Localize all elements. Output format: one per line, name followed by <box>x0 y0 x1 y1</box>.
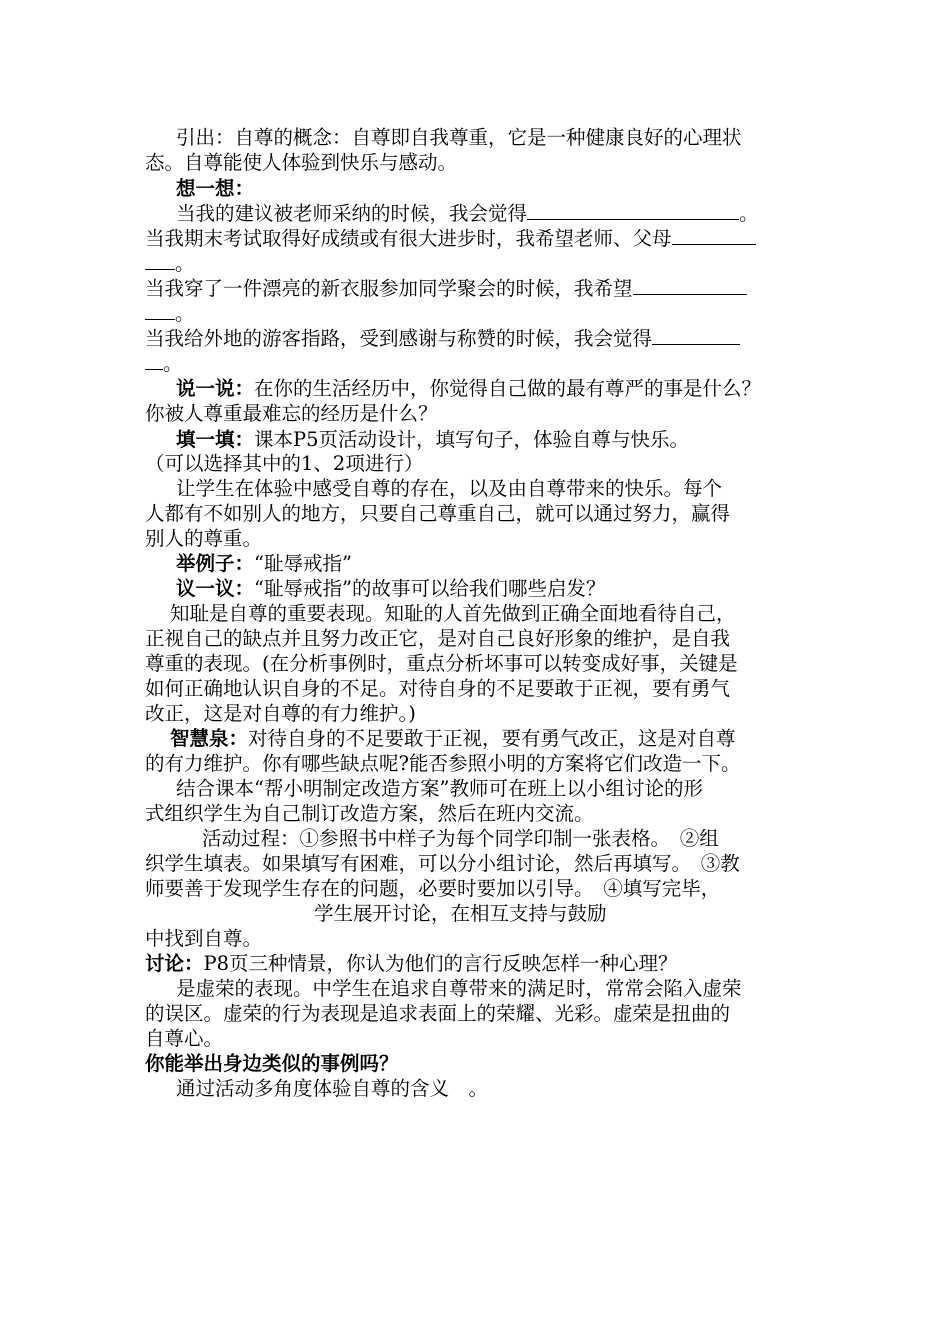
wisdom-line-2: 的有力维护。你有哪些缺点呢?能否参照小明的方案将它们改造一下。 <box>145 752 741 775</box>
example-line <box>176 551 841 577</box>
think-line-4-text: 当我给外地的游客指路，受到感谢与称赞的时候，我会觉得 <box>145 327 653 350</box>
think-line-2-cont <box>145 251 810 277</box>
think-line-4 <box>145 326 810 352</box>
vanity-line-2: 的误区。虚荣的行为表现是追求表面上的荣耀、光彩。虚荣是扭曲的 <box>145 1002 731 1025</box>
answer-blank[interactable] <box>672 226 756 245</box>
say-heading: 说一说： <box>176 377 255 400</box>
fill-heading: 填一填： <box>176 428 255 451</box>
say-text-1: 在你的生活经历中，你觉得自己做的最有尊严的事是什么？ <box>254 377 762 400</box>
think-line-3-end: 。 <box>175 302 195 325</box>
think-line-2 <box>145 226 810 252</box>
combine-line-1: 结合课本“帮小明制定改造方案”教师可在班上以小组讨论的形 <box>176 777 703 800</box>
think-line-4-cont <box>145 351 810 377</box>
wisdom-heading: 智慧泉： <box>170 727 249 750</box>
fill-line-2: （可以选择其中的1、2项进行） <box>145 452 424 475</box>
example-text: “耻辱戒指” <box>254 552 352 575</box>
fill-text-1: 课本P5页活动设计，填写句子，体验自尊与快乐。 <box>254 428 690 451</box>
think-line-4-end: 。 <box>163 352 183 375</box>
process-line-3: 师要善于发现学生存在的问题，必要时要加以引导。 ④填写完毕， <box>145 877 721 900</box>
example-heading: 举例子： <box>176 552 255 575</box>
shame-line-1: 知耻是自尊的重要表现。知耻的人首先做到正确全面地看待自己， <box>170 602 736 625</box>
discuss-text: “耻辱戒指”的故事可以给我们哪些启发？ <box>254 577 606 600</box>
combine-line-2: 式组织学生为自己制订改造方案，然后在班内交流。 <box>145 802 594 825</box>
answer-blank[interactable] <box>145 351 163 370</box>
answer-blank[interactable] <box>527 201 739 220</box>
shame-line-3: 尊重的表现。(在分析事例时，重点分析坏事可以转变成好事，关键是 <box>145 652 738 675</box>
wisdom-text-1: 对待自身的不足要敢于正视，要有勇气改正，这是对自尊 <box>248 727 736 750</box>
shame-line-5: 改正，这是对自尊的有力维护。) <box>145 702 416 725</box>
talk-heading: 讨论： <box>145 952 204 975</box>
discuss-heading: 议一议： <box>176 577 255 600</box>
answer-blank[interactable] <box>145 301 175 320</box>
explain-line-2: 人都有不如别人的地方，只要自己尊重自己，就可以通过努力，赢得 <box>145 502 731 525</box>
think-line-1 <box>176 201 841 227</box>
process-line-2: 织学生填表。如果填写有困难，可以分小组讨论，然后再填写。 ③教 <box>145 852 740 875</box>
closing-line: 通过活动多角度体验自尊的含义 。 <box>176 1077 489 1100</box>
answer-blank[interactable] <box>633 276 747 295</box>
vanity-line-3: 自尊心。 <box>145 1027 224 1050</box>
wisdom-line-1 <box>170 726 835 752</box>
talk-text: P8页三种情景，你认为他们的言行反映怎样一种心理？ <box>203 952 678 975</box>
question-heading: 你能举出身边类似的事例吗？ <box>145 1052 399 1075</box>
fill-line-1 <box>176 427 841 453</box>
discuss-line <box>176 576 841 602</box>
think-line-2-end: 。 <box>175 252 195 275</box>
say-line-2: 你被人尊重最难忘的经历是什么？ <box>145 402 438 425</box>
process-line-1: 活动过程：①参照书中样子为每个同学印制一张表格。 ②组 <box>202 827 719 850</box>
answer-blank[interactable] <box>145 251 175 270</box>
process-line-4: 学生展开讨论，在相互支持与鼓励 <box>314 902 607 925</box>
think-line-3 <box>145 276 810 302</box>
process-line-5: 中找到自尊。 <box>145 927 263 950</box>
think-line-3-cont <box>145 301 810 327</box>
intro-line-2: 态。自尊能使人体验到快乐与感动。 <box>145 151 458 174</box>
think-line-1-end: 。 <box>739 202 759 225</box>
shame-line-2: 正视自己的缺点并且努力改正它，是对自己良好形象的维护，是自我 <box>145 627 731 650</box>
think-line-1-text: 当我的建议被老师采纳的时候，我会觉得 <box>176 202 528 225</box>
shame-line-4: 如何正确地认识自身的不足。对待自身的不足要敢于正视，要有勇气 <box>145 677 731 700</box>
think-line-3-text: 当我穿了一件漂亮的新衣服参加同学聚会的时候，我希望 <box>145 277 633 300</box>
talk-line <box>145 951 810 977</box>
think-line-2-text: 当我期末考试取得好成绩或有很大进步时，我希望老师、父母 <box>145 227 672 250</box>
vanity-line-1: 是虚荣的表现。中学生在追求自尊带来的满足时，常常会陷入虚荣 <box>176 977 742 1000</box>
explain-line-3: 别人的尊重。 <box>145 527 263 550</box>
intro-line-1: 引出：自尊的概念：自尊即自我尊重，它是一种健康良好的心理状 <box>176 126 742 149</box>
say-line-1 <box>176 376 841 402</box>
answer-blank[interactable] <box>652 326 740 345</box>
think-heading: 想一想： <box>176 177 255 200</box>
explain-line-1: 让学生在体验中感受自尊的存在，以及由自尊带来的快乐。每个 <box>176 477 723 500</box>
